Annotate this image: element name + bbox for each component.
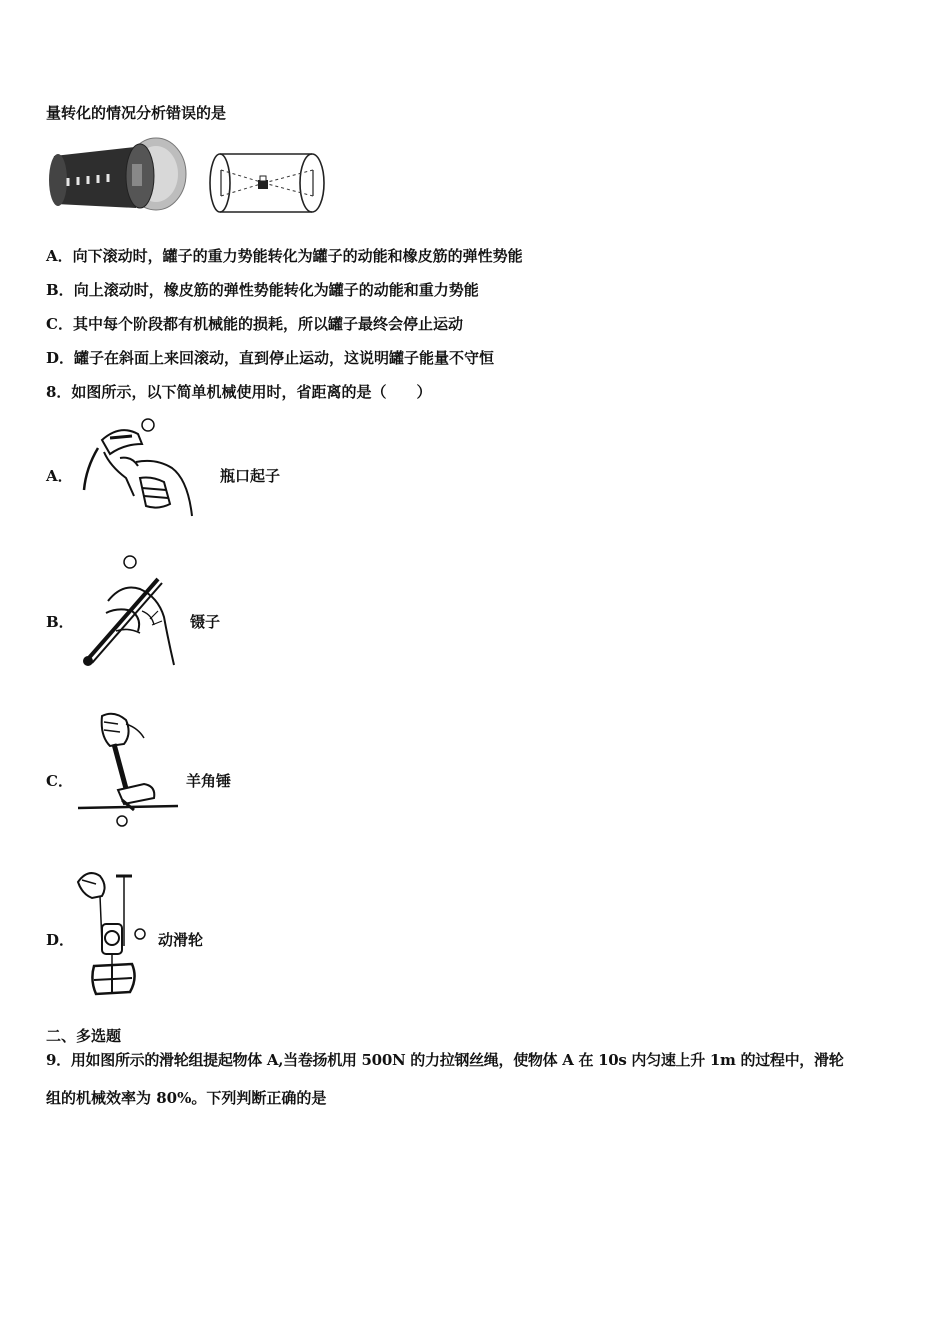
movable-pulley-figure <box>72 868 156 998</box>
option-text: 其中每个阶段都有机械能的损耗，所以罐子最终会停止运动 <box>72 315 463 333</box>
option-text: 罐子在斜面上来回滚动，直到停止运动，这说明罐子能量不守恒 <box>74 349 495 367</box>
q9-stem-line1: 9．用如图所示的滑轮组提起物体 A,当卷扬机用 500N 的力拉钢丝绳，使物体 A 在 10s 内匀速上升 1m 的过程中，滑轮 <box>46 1051 844 1069</box>
q7-option-d <box>46 347 494 368</box>
option-label: C． <box>46 315 73 333</box>
q8-stem: 8．如图所示，以下简单机械使用时，省距离的是（ ） <box>46 383 432 401</box>
can-schematic-diagram <box>206 150 328 216</box>
tweezers-figure <box>78 553 186 671</box>
q7-option-b <box>46 279 479 300</box>
q8-option-d-label: D． <box>46 931 75 949</box>
option-label: D． <box>46 349 75 367</box>
q8-option-c-label: C． <box>46 772 73 790</box>
rolling-can-photo <box>44 134 189 218</box>
q7-option-c <box>46 313 463 334</box>
option-text: 向上滚动时，橡皮筋的弹性势能转化为罐子的动能和重力势能 <box>73 281 479 299</box>
q8-option-b-label: B． <box>46 613 74 631</box>
claw-hammer-figure <box>74 710 184 830</box>
q8-option-a-caption: 瓶口起子 <box>220 467 281 485</box>
option-label: A． <box>46 247 73 265</box>
q8-option-c-caption: 羊角锤 <box>186 772 232 790</box>
bottle-opener-figure <box>80 418 200 526</box>
q8-option-b-caption: 镊子 <box>190 613 221 631</box>
option-label: B． <box>46 281 74 299</box>
q7-option-a <box>46 245 523 266</box>
q8-option-d-caption: 动滑轮 <box>158 931 204 949</box>
q9-stem-line2: 组的机械效率为 80%。下列判断正确的是 <box>46 1089 327 1107</box>
q7-stem-tail: 量转化的情况分析错误的是 <box>46 104 227 122</box>
section-heading: 二、多选题 <box>46 1027 122 1045</box>
option-text: 向下滚动时，罐子的重力势能转化为罐子的动能和橡皮筋的弹性势能 <box>72 247 523 265</box>
q8-option-a-label: A． <box>46 467 73 485</box>
